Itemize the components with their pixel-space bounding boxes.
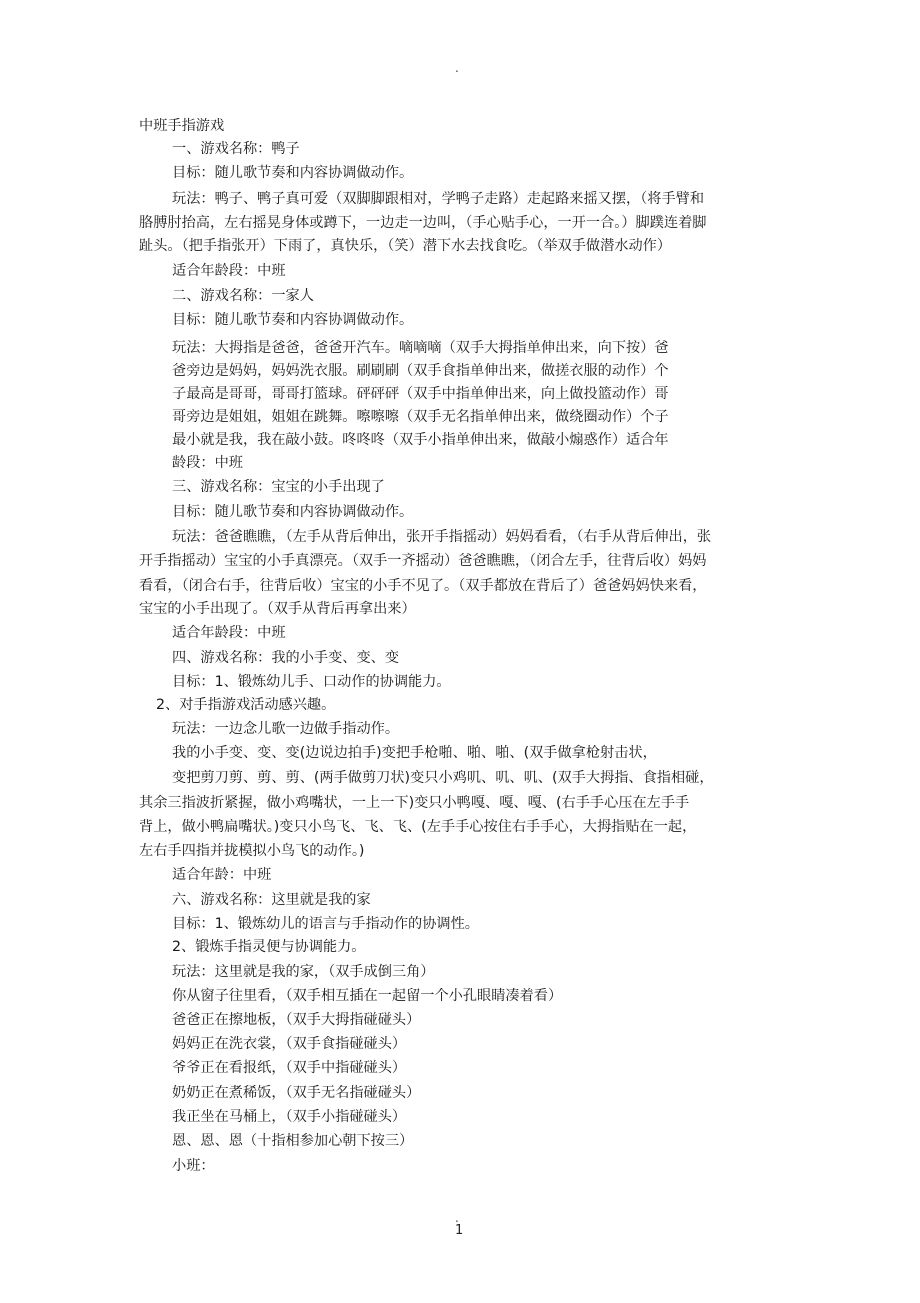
text-line: 胳膊肘抬高，左右摇晃身体或蹲下，一边走一边叫，（手心贴手心，一开一合。）脚蹼连着脚: [139, 215, 707, 231]
section-heading: 三、游戏名称：宝宝的小手出现了: [172, 479, 385, 495]
footer-dot: .: [455, 1211, 459, 1225]
text-line: 哥旁边是姐姐，姐姐在跳舞。嚓嚓嚓（双手无名指单伸出来，做绕圈动作）个子: [172, 409, 669, 425]
section-heading: 二、游戏名称：一家人: [172, 288, 314, 304]
text-line: 适合年龄段：中班: [172, 263, 286, 279]
text-line: 背上，做小鸭扁嘴状。)变只小鸟飞、飞、飞、(左手手心按住右手手心，大拇指贴在一起，: [139, 819, 697, 835]
text-line: 变把剪刀剪、剪、剪、(两手做剪刀状)变只小鸡叽、叽、叽、(双手大拇指、食指相碰，: [172, 770, 714, 786]
text-line: 我正坐在马桶上，（双手小指碰碰头）: [172, 1109, 407, 1125]
text-line: 适合年龄：中班: [172, 867, 272, 883]
text-line: 你从窗子往里看，（双手相互插在一起留一个小孔眼睛凑着看）: [172, 988, 563, 1004]
text-line: 龄段：中班: [172, 455, 243, 471]
section-heading: 四、游戏名称：我的小手变、变、变: [172, 650, 400, 666]
text-line: 玩法：鸭子、鸭子真可爱（双脚脚跟相对，学鸭子走路）走起路来摇又摆，（将手臂和: [172, 191, 705, 207]
text-line: 看看，（闭合右手，往背后收）宝宝的小手不见了。（双手都放在背后了）爸爸妈妈快来看，: [139, 578, 707, 594]
text-line: 奶奶正在煮稀饭，（双手无名指碰碰头）: [172, 1085, 421, 1101]
text-line: 我的小手变、变、变(边说边拍手)变把手枪啪、啪、啪、(双手做拿枪射击状，: [172, 745, 657, 761]
text-line: 小班：: [172, 1158, 215, 1174]
text-line: 开手指摇动）宝宝的小手真漂亮。（双手一齐摇动）爸爸瞧瞧，（闭合左手，往背后收）妈妈: [139, 553, 707, 569]
text-line: 子最高是哥哥，哥哥打篮球。砰砰砰（双手中指单伸出来，向上做投篮动作）哥: [172, 386, 669, 402]
text-line: 玩法：这里就是我的家，（双手成倒三角）: [172, 964, 435, 980]
text-line: 适合年龄段：中班: [172, 625, 286, 641]
text-line: 玩法：大拇指是爸爸，爸爸开汽车。嘀嘀嘀（双手大拇指单伸出来，向下按）爸: [172, 340, 669, 356]
text-line: 2、锻炼手指灵便与协调能力。: [172, 939, 366, 955]
text-line: 爸爸正在擦地板，（双手大拇指碰碰头）: [172, 1012, 421, 1028]
header-dot: .: [455, 61, 459, 75]
text-line: 恩、恩、恩（十指相参加心朝下按三）: [172, 1133, 414, 1149]
text-line: 宝宝的小手出现了。（双手从背后再拿出来）: [139, 601, 416, 617]
text-line: 目标：1、锻炼幼儿手、口动作的协调能力。: [172, 674, 451, 690]
text-line: 玩法：爸爸瞧瞧，（左手从背后伸出，张开手指摇动）妈妈看看，（右手从背后伸出，张: [172, 529, 712, 545]
text-line: 左右手四指并拢模拟小鸟飞的动作。): [139, 843, 365, 859]
text-line: 目标：1、锻炼幼儿的语言与手指动作的协调性。: [172, 916, 479, 932]
text-line: 目标：随儿歌节奏和内容协调做动作。: [172, 504, 414, 520]
text-line: 妈妈正在洗衣裳，（双手食指碰碰头）: [172, 1036, 407, 1052]
document-title: 中班手指游戏: [139, 118, 225, 134]
section-heading: 一、游戏名称：鸭子: [172, 141, 300, 157]
text-line: 目标：随儿歌节奏和内容协调做动作。: [172, 312, 414, 328]
text-line: 最小就是我，我在敲小鼓。咚咚咚（双手小指单伸出来，做敲小煽惑作）适合年: [172, 432, 669, 448]
text-line: 目标：随儿歌节奏和内容协调做动作。: [172, 165, 414, 181]
text-line: 爷爷正在看报纸，（双手中指碰碰头）: [172, 1060, 407, 1076]
text-line: 爸旁边是妈妈，妈妈洗衣服。刷刷刷（双手食指单伸出来，做搓衣服的动作）个: [172, 363, 669, 379]
text-line: 玩法：一边念儿歌一边做手指动作。: [172, 721, 400, 737]
text-line: 其余三指波折紧握，做小鸡嘴状，一上一下)变只小鸭嘎、嘎、嘎、(右手手心压在左手手: [139, 795, 690, 811]
text-line: 2、对手指游戏活动感兴趣。: [156, 697, 336, 713]
section-heading: 六、游戏名称：这里就是我的家: [172, 892, 371, 908]
text-line: 趾头。（把手指张开）下雨了，真快乐，（笑）潜下水去找食吃。（举双手做潜水动作）: [139, 238, 672, 254]
page-number: 1: [455, 1223, 464, 1238]
